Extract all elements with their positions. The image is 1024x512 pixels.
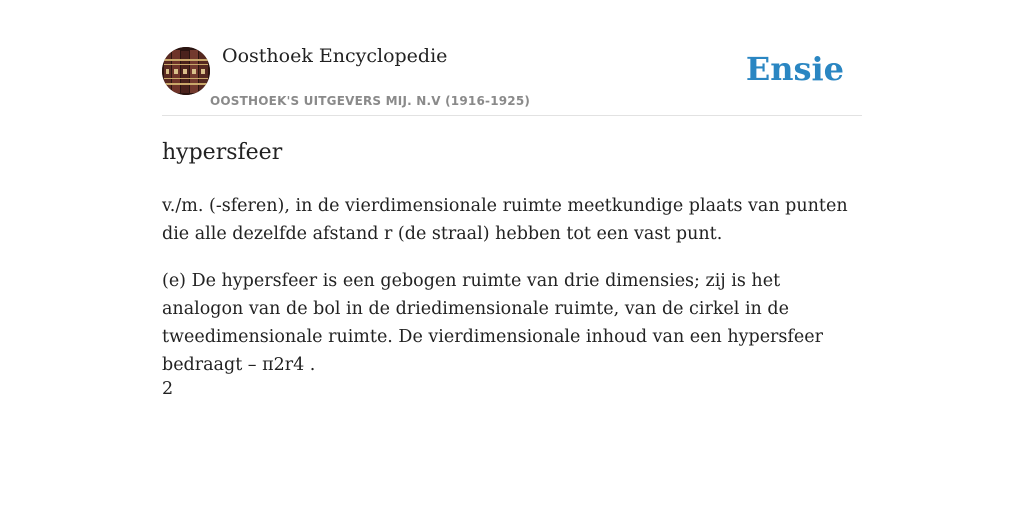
entry-headword: hypersfeer: [162, 140, 283, 165]
page-content: [162, 0, 862, 399]
source-header: [162, 0, 862, 116]
source-publisher: OOSTHOEK'S UITGEVERS MIJ. N.V (1916-1925): [210, 94, 531, 108]
entry-paragraph: v./m. (-sferen), in de vierdimensionale ruimte meetkundige plaats van punten die alle dezelfde afstand r (de straal) hebben tot een vast punt.: [162, 196, 848, 244]
entry-paragraph: (e) De hypersfeer is een gebogen ruimte van drie dimensies; zij is het analogon van de bol in de driedimensionale ruimte, van de cirkel in de tweedimensionale ruimte. De vierdimensionale inhoud van een hypersfeer bedraagt – π2r4 .: [162, 271, 823, 375]
book-spines-icon: [162, 47, 210, 95]
source-avatar[interactable]: [162, 47, 210, 95]
page-number: 2: [162, 379, 174, 399]
source-title-link[interactable]: Oosthoek Encyclopedie: [222, 45, 448, 67]
brand-logo-link[interactable]: Ensie: [745, 50, 844, 88]
